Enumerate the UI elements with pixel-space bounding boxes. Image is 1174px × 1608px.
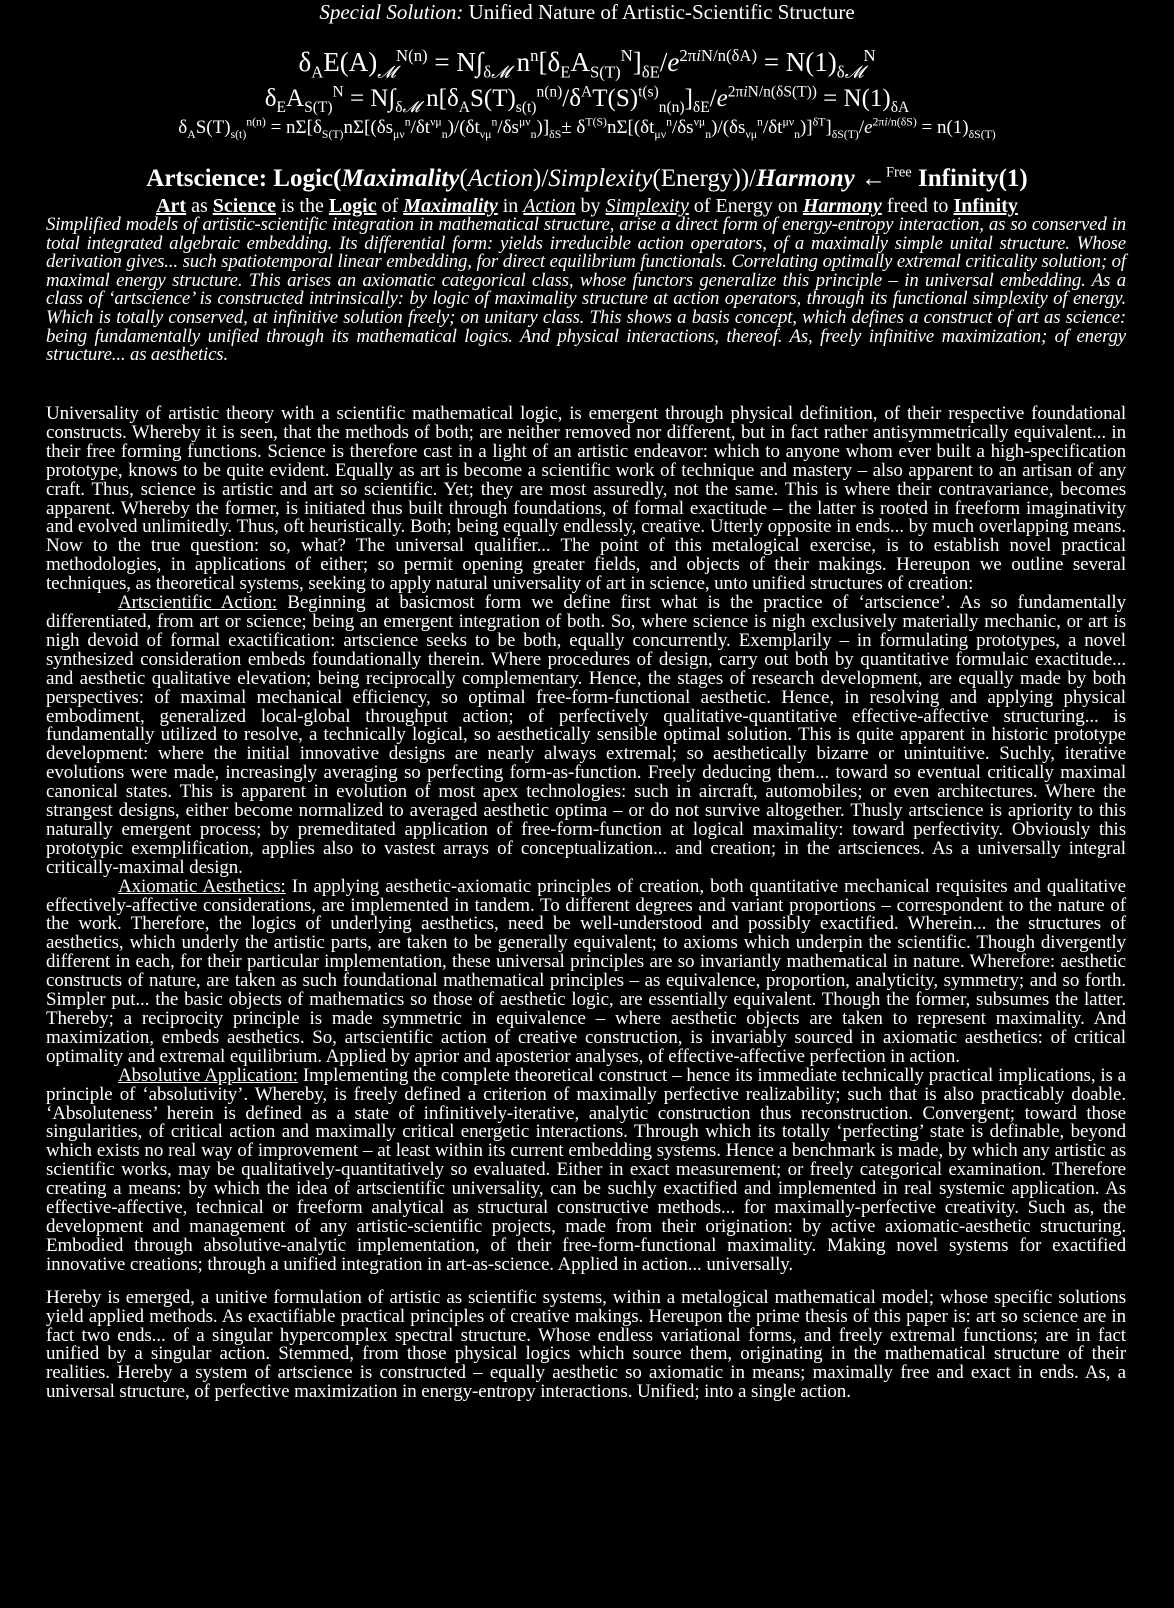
intro-paragraph: Universality of artistic theory with a scientific mathematical logic, is emergent through physical definition, of their respective foundational constructs. Whereby it is seen, that the methods of both; are neither removed nor different, but in fact rather antisymmetrically equivalent... in their free forming functions. Science is therefore cast in a light of an artistic endeavor: which to anyone whom ever built a high-specification prototype, knows to be quite evident. Equally as art is become a scientific work of technique and mastery – also apparent to an artisan of any craft. Thus, science is artistic and art so scientific. Yet; they are most assuredly, not the same. This is where their contravariance, becomes apparent. Whereby the former, is initiated thus built through foundations, of formal exactitude – the latter is rooted in freeform imaginativity and evolved unlimitedly. Thus, oft heuristically. Both; being equally endlessly, creative. Utterly opposite in ends... by much overlapping means. Now to the true question: so, what? The universal qualifier... The point of this metalogical exercise, is to establish novel practical methodologies, in applications of either; so permit opening greater fields, and objects of their makings. Hereupon we outline several techniques, as theoretical systems, seeking to apply natural universality of art in science, unto unified structures of creation: (46, 403, 1126, 595)
subtitle-text: Unified Nature of Artistic-Scientific Structure (463, 0, 855, 24)
headline-simplexity: Simplexity (548, 165, 653, 192)
body-text (46, 405, 1126, 1402)
equation-2: $\delta_EA_{S(T)}^N = N\int_{\delta 𝓜}$ $n[\delta_AS(T)_{s(t)}^{n(n)}/\delta^AT(S)^{t(s)}_{n(n)}]_{\delta E}/e^{2\pi iN/n(\delta S(T))} = N(1)_{\delta A}$ (264, 83, 910, 116)
abstract: Simplified models of artistic-scientific integration in mathematical structure, arise a direct form of energy-entropy interaction, as so conserved in total integrated algebraic embedding. Its differential form: yields irreducible action operators, of a maximally simple unital structure. Whose derivation gives... such spatiotemporal linear embedding, for direct equilibrium functionals. Correlating optimally extremal criticality solution; of maximal energy structure. This arises an axiomatic categorical class, whose functors generalize this principle – in universal embedding. As a class of ‘artscience’ is constructed intrinsically: by logic of maximality structure at action operators, through its functional simplexity of energy. Which is totally conserved, at infinitive solution freely; on unitary class. This shows a basis concept, which defines a construct of art as science: being fundamentally unified through its mathematical logics. And physical interactions, thereof. As, freely infinitive maximization; of energy structure... as aesthetics. (46, 214, 1126, 366)
section-title: Absolutive Application: (118, 1064, 298, 1086)
headline-action: Action (467, 165, 533, 192)
headline: Artscience: Logic(Maximality(Action)/Simplexity(Energy))/Harmony ←$^{Free}$ Infinity(1) (146, 164, 1028, 192)
conclusion-paragraph: Hereby is emerged, a unitive formulation of artistic as scientific systems, within a metalogical mathematical model; whose specific solutions yield applied methods. As exactifiable practical principles of creative makings. Hereupon the prime thesis of this paper is: art so science are in fact two ends... of a singular hypercomplex spectral structure. Whose endless variational forms, and freely extremal functions; are in fact unified by a singular action. Stemmed, from those physical logics which source them, originating in the mathematical structure of their realities. Hereby a system of artscience is constructed – equally aesthetic so axiomatic in means; maximally free and exact in ends. As, a universal structure, of perfective maximization in energy-entropy interactions. Unified; into a single action. (46, 1286, 1126, 1403)
subtitle-lead: Special Solution: (319, 0, 464, 24)
subtitle (0, 0, 1174, 24)
headline-infinity: Infinity(1) (911, 165, 1028, 192)
headline-maximality: Maximality (341, 165, 460, 192)
headline-artscience: Artscience (146, 165, 259, 192)
equation-3: $\delta_AS(T)_{s(t)}^{n(n)} = n\Sigma[\delta_{S(T)}n\Sigma[(\delta s_{\mu\nu}^n/\delta t^{\nu\mu}_n)/(\delta t_{\nu\mu}^n/\delta s^{\mu\nu}_n)]_{\delta S}\pm \delta^{T(S)}n\Sigma[(\delta t_{\mu\nu}^n/\delta s^{\nu\mu}_n)/(\delta s_{\nu\mu}^n/\delta t^{\mu\nu}_n)]^{\delta T}]_{\delta S(T)}/e^{2\pi i/n(\delta S)} = n(1)_{\delta S(T)}$ (178, 115, 996, 141)
headline-harmony: Harmony (756, 165, 855, 192)
arrow-icon: ← (854, 165, 886, 192)
tagline: Art as Science is the Logic of Maximality in Action by Simplexity of Energy on Harmony freed to Infinity (156, 195, 1018, 217)
section-axiomatic-aesthetics: Axiomatic Aesthetics: In applying aesthetic-axiomatic principles of creation, both quantitative mechanical requisites and qualitative effectively-affective considerations, are implemented in tandem. To different degrees and variant proportions – correspondent to the nature of the work. Therefore, the logics of underlying aesthetics, need be well-understood and possibly exactified. Wherein... the structures of aesthetics, which underly the artistic parts, are taken to be generally equivalent; to axioms which underpin the scientific. Though divergently different in each, for their particular implementation, these universal principles are so invariantly mathematical in nature. Wherefore: aesthetic constructs of nature, are taken as such foundational mathematical principles – as equivalence, proportion, analyticity, symmetry; and so forth. Simpler put... the basic objects of mathematics so those of aesthetic logic, are essentially equivalent. Though the former, subsumes the latter. Thereby; a reciprocity principle is made symmetric in equivalence – where aesthetic objects are taken to represent maximality. And maximization, embeds aesthetics. So, artscientific action of creative construction, is invariably sourced in axiomatic aesthetics: of critical optimality and extremal equilibrium. Applied by aprior and aposterior analyses, of effective-affective perfection in action. (46, 875, 1126, 1067)
section-artscientific-action: Artscientific Action: Beginning at basicmost form we define first what is the practice of ‘artscience’. As so fundamentally differentiated, from art or science; being an emergent integration of both. So, where science is nigh exclusively materially mechanic, or art is nigh devoid of formal exactification: artscience seeks to be both, equally concurrently. Exemplarily – in formulating prototypes, a novel synthesized consideration embeds foundationally therein. Where procedures of design, carry out both by quantitative formulaic exactitude... and aesthetic qualitative elevation; being reciprocally complementary. Hence, the stages of research development, are equally made by both perspectives: of maximal mechanical efficiency, so optimal free-form-functional aesthetic. Hence, in resolving and applying physical embodiment, generalized local-global throughput action; of perfectively qualitative-quantitative effective-affective structuring... is fundamentally utilized to resolve, a technically logical, so aesthetically sensible optimal solution. This is quite apparent in historic prototype development: where the initial innovative designs are nearly always extremal; so aesthetically bizarre or unintuitive. Suchly, iterative evolutions were made, increasingly averaging so perfecting form-as-function. Freely deducing them... toward so eventual critically maximal canonical states. This is apparent in evolution of most apex technologies: such in aircraft, automobiles; or even architectures. Where the strangest designs, either become normalized to averaged aesthetic optima – or do not survive altogether. Thusly artscience is apriority to this naturally emergent process; by premeditated application of free-form-function at logical maximality: toward perfectivity. Obviously this prototypic exemplification, applies also to vastest arrays of conceptualization... and creation; in the artsciences. As a universally integral critically-maximal design. (46, 592, 1126, 878)
section-absolutive-application: Absolutive Application: Implementing the complete theoretical construct – hence its immediate technically practical implications, is a principle of ‘absolutivity’. Whereby, is freely defined a criterion of maximally perfective realizability; such that is also practicably doable. ‘Absoluteness’ herein is defined as a state of infinitively-iterative, analytic construction thus reconstruction. Convergent; toward those singularities, of critical action and maximally critical energetic interactions. Through which its totally ‘perfecting’ state is definable, beyond which exists no real way of improvement – at least within its current embedding systems. Hence a benchmark is made, by which any artistic as scientific works, may be qualitatively-quantitatively so evaluated. Either in exact measurement; or freely categorical examination. Therefore creating a means: by which the idea of artscientific universality, can be suchly exactified and implemented in real systemic application. As effective-affective, technical or freeform analytical as structural constructive methods... for maximally-perfective creativity. Such as, the development and management of any artistic-scientific projects, made from their origination: by active axiomatic-aesthetic structuring. Embodied through absolutive-analytic implementation, of their free-form-functional maximality. Making novel systems for exactified innovative creations; through a unified integration in art-as-science. Applied in action... universally. (46, 1064, 1126, 1275)
equation-1: $\delta_AE(A)_𝓜^{N(n)} = N\int_{\delta 𝓜}$ $n^n[\delta_EA_{S(T)}^N]_{\delta E}/e^{2\pi iN/n(\delta A)} = N(1)_{\delta 𝓜}^N$ (298, 46, 876, 82)
section-title: Axiomatic Aesthetics: (118, 875, 286, 897)
section-title: Artscientific Action: (118, 592, 278, 614)
